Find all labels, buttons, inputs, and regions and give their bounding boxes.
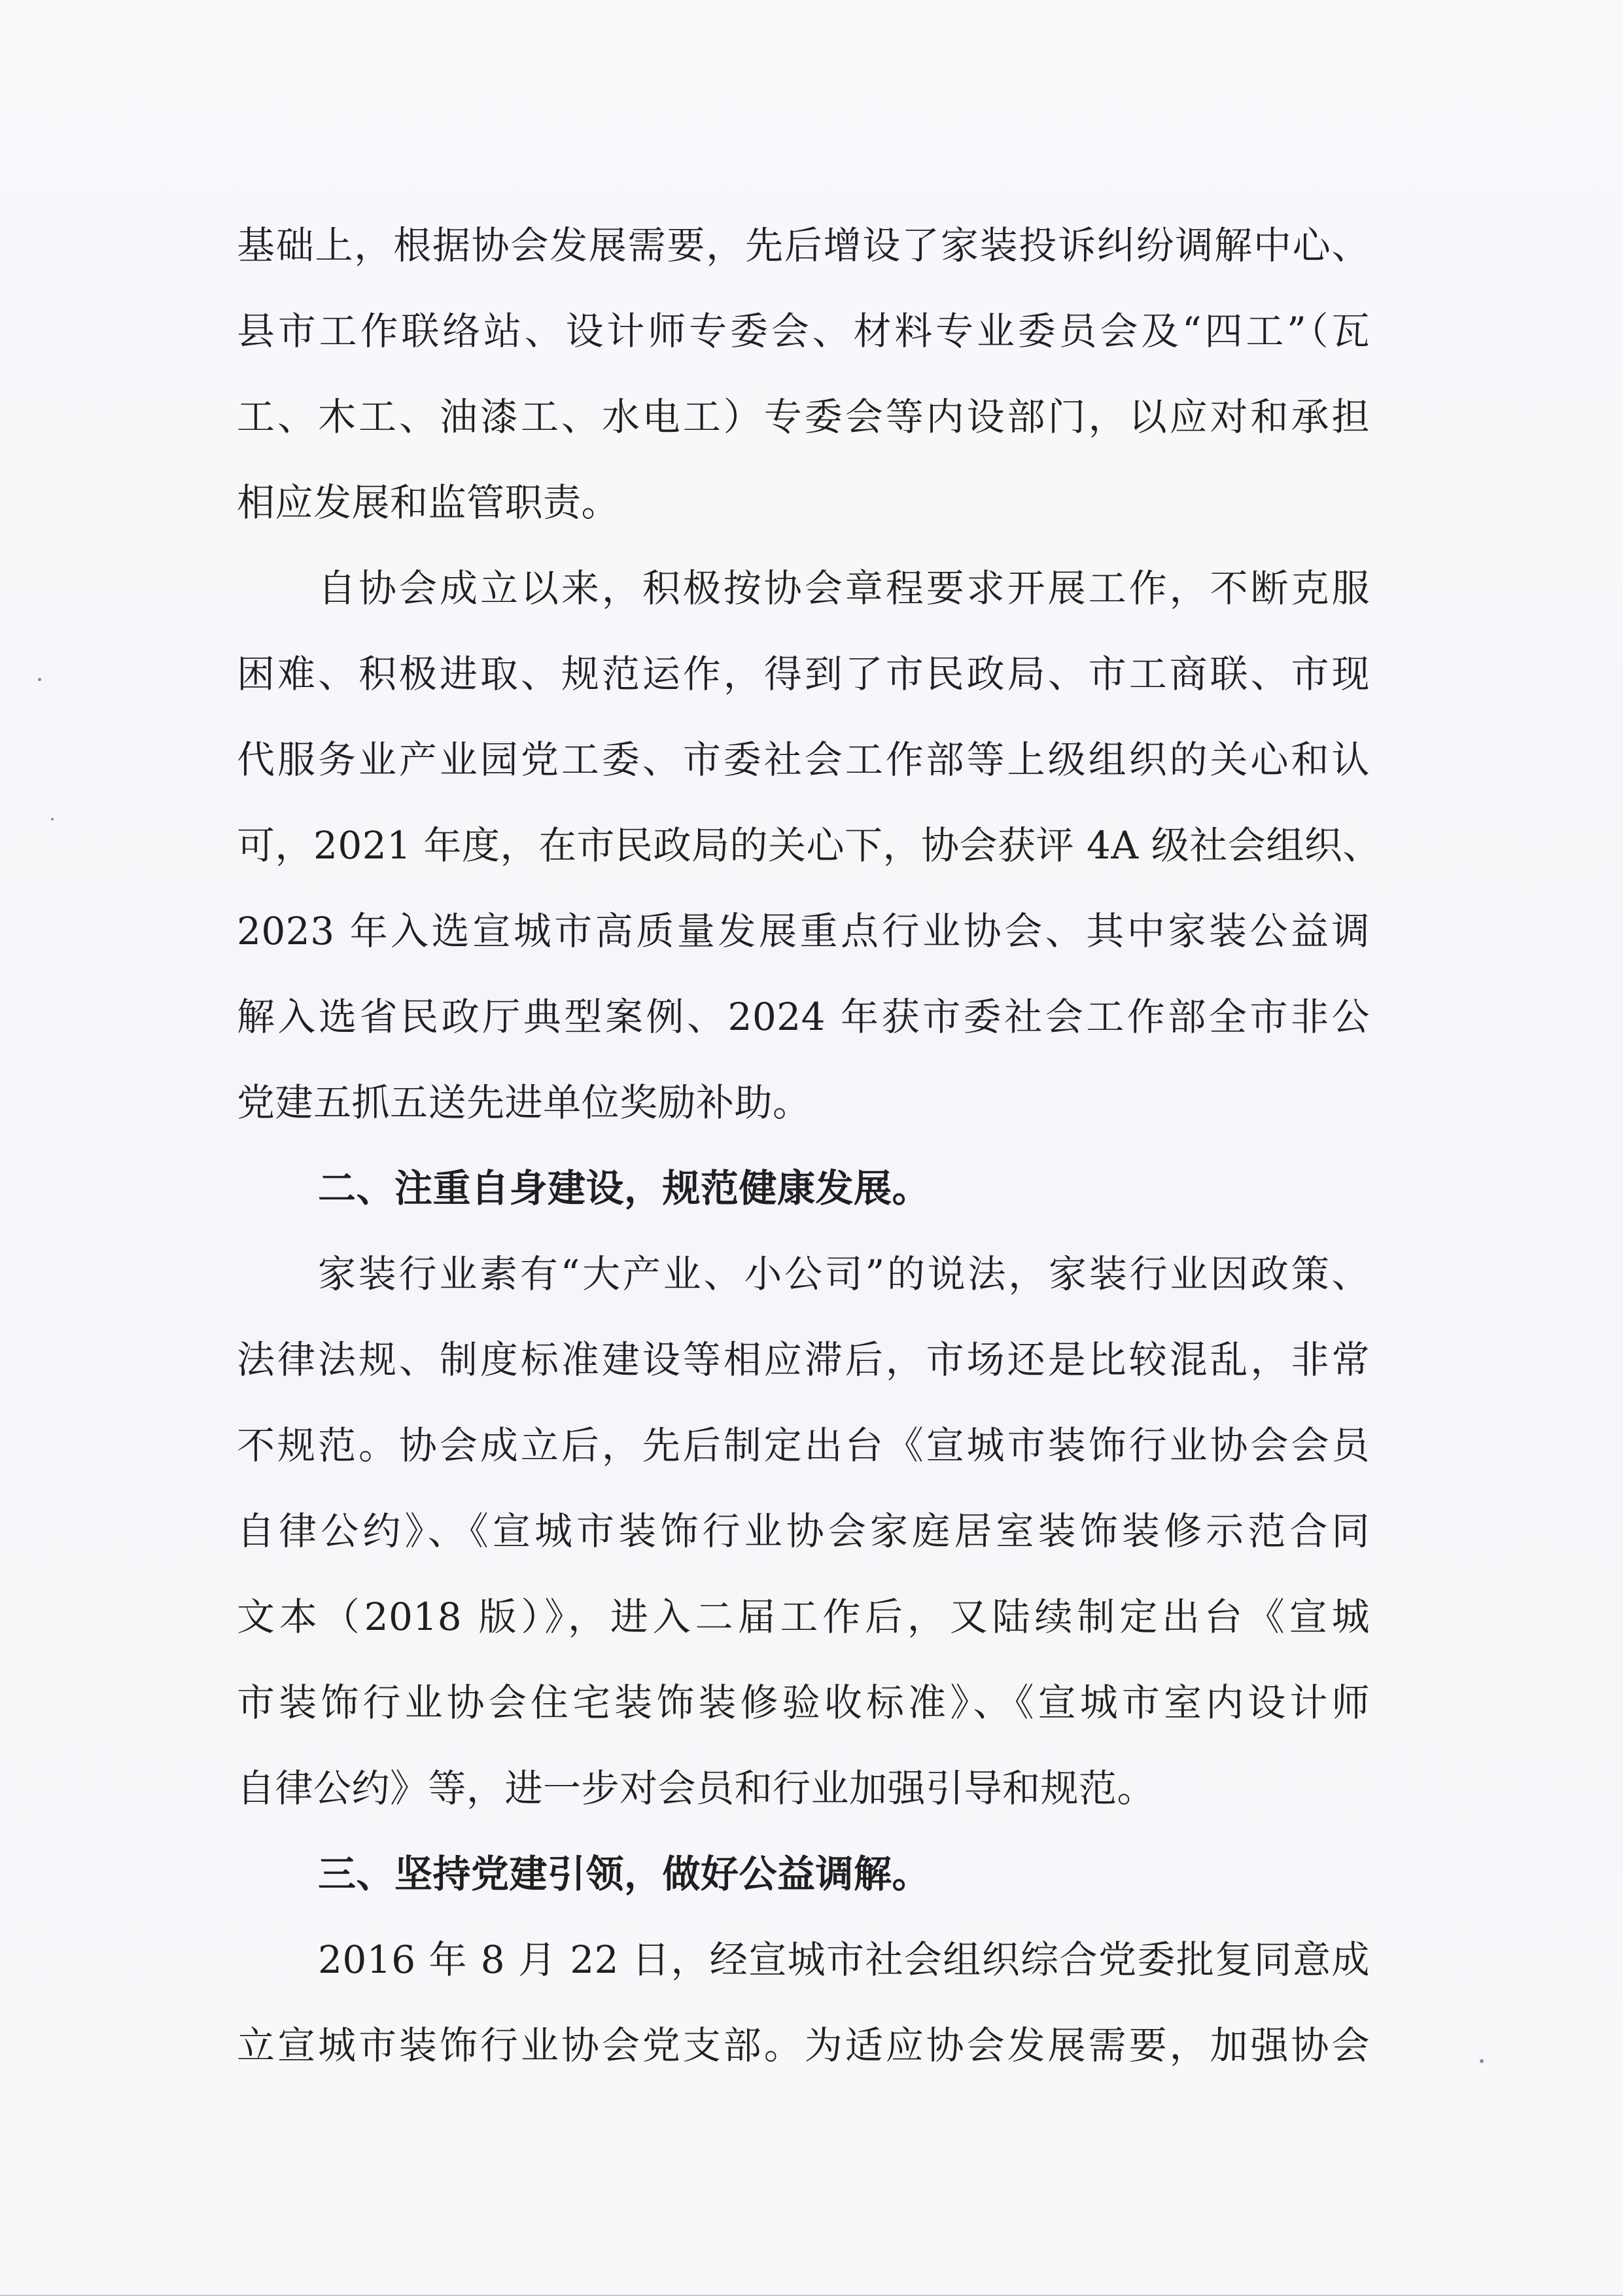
text-line: 相应发展和监管职责。 xyxy=(237,480,620,525)
text-line: 可，2021 年度，在市民政局的关心下，协会获评 4A 级社会组织、 xyxy=(237,823,1381,868)
scan-speck xyxy=(51,818,54,821)
paragraph-start-line: 家装行业素有“大产业、小公司”的说法，家装行业因政策、 xyxy=(318,1252,1370,1296)
section-heading-2: 二、注重自身建设，规范健康发展。 xyxy=(318,1166,931,1210)
text-line: 解入选省民政厅典型案例、2024 年获市委社会工作部全市非公 xyxy=(237,995,1370,1039)
text-line: 困难、积极进取、规范运作，得到了市民政局、市工商联、市现 xyxy=(237,652,1370,696)
paragraph-start-line: 2016 年 8 月 22 日，经宣城市社会组织综合党委批复同意成 xyxy=(318,1937,1370,1982)
text-line: 基础上，根据协会发展需要，先后增设了家装投诉纠纷调解中心、 xyxy=(237,223,1370,268)
body-text xyxy=(237,203,1381,2089)
paragraph-start-line: 自协会成立以来，积极按协会章程要求开展工作，不断克服 xyxy=(318,566,1370,610)
text-line: 立宣城市装饰行业协会党支部。为适应协会发展需要，加强协会 xyxy=(237,2023,1370,2068)
text-line: 市装饰行业协会住宅装饰装修验收标准》、《宣城市室内设计师 xyxy=(237,1680,1370,1725)
text-line: 不规范。协会成立后，先后制定出台《宣城市装饰行业协会会员 xyxy=(237,1423,1370,1468)
text-line: 2023 年入选宣城市高质量发展重点行业协会、其中家装公益调 xyxy=(237,909,1370,953)
text-line: 文本（2018 版）》，进入二届工作后，又陆续制定出台《宣城 xyxy=(237,1595,1370,1639)
scan-speck xyxy=(1480,2059,1484,2063)
scan-speck xyxy=(38,678,41,681)
section-heading-3: 三、坚持党建引领，做好公益调解。 xyxy=(318,1852,931,1896)
text-line: 法律法规、制度标准建设等相应滞后，市场还是比较混乱，非常 xyxy=(237,1337,1370,1382)
text-line: 工、木工、油漆工、水电工）专委会等内设部门，以应对和承担 xyxy=(237,395,1370,439)
text-line: 党建五抓五送先进单位奖励补助。 xyxy=(237,1080,811,1125)
text-line: 自律公约》、《宣城市装饰行业协会家庭居室装饰装修示范合同 xyxy=(237,1509,1370,1553)
text-line: 代服务业产业园党工委、市委社会工作部等上级组织的关心和认 xyxy=(237,737,1370,782)
text-line: 县市工作联络站、设计师专委会、材料专业委员会及“四工”（瓦 xyxy=(237,309,1370,353)
text-line: 自律公约》等，进一步对会员和行业加强引导和规范。 xyxy=(237,1766,1156,1810)
